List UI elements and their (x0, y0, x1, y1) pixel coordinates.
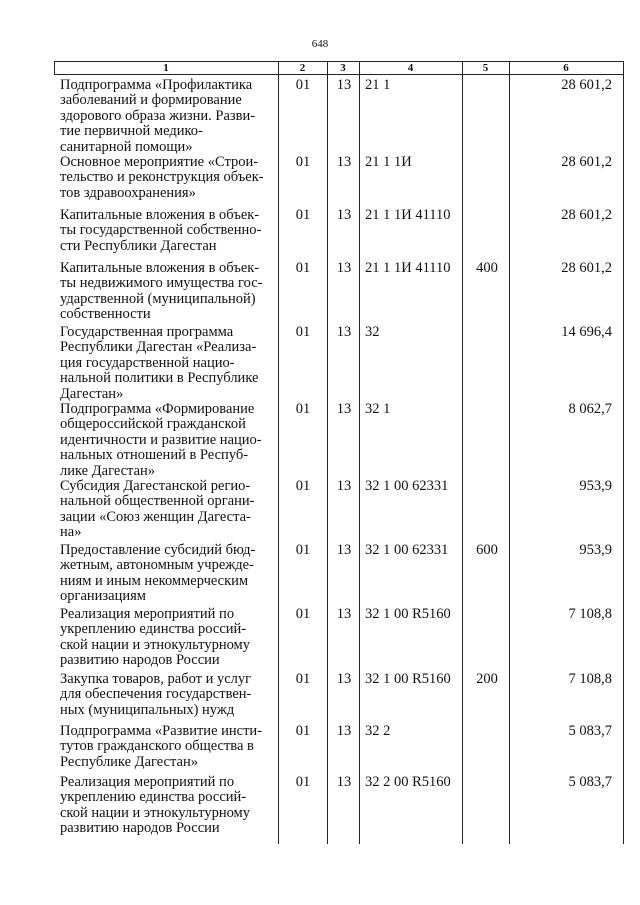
table-header-rule (54, 74, 624, 75)
column-header-6: 6 (563, 62, 569, 74)
row-name: Государственная программа Республики Дагестан «Реализа- ция государственной нацио- нальной политики в Республике Дагестан» (60, 324, 259, 402)
row-target-code: 21 1 1И 41110 (365, 260, 451, 276)
row-target-code: 32 1 00 62331 (365, 542, 449, 558)
row-section: 01 (295, 324, 311, 340)
row-name: Капитальные вложения в объек- ты государственной собственно- сти Республики Дагестан (60, 207, 262, 254)
row-section: 01 (295, 260, 311, 276)
row-amount: 28 601,2 (561, 154, 612, 170)
row-subsection: 13 (336, 774, 352, 790)
row-section: 01 (295, 671, 311, 687)
row-subsection: 13 (336, 478, 352, 494)
row-section: 01 (295, 774, 311, 790)
row-subsection: 13 (336, 401, 352, 417)
row-amount: 28 601,2 (561, 77, 612, 93)
row-subsection: 13 (336, 671, 352, 687)
row-target-code: 32 1 00 R5160 (365, 671, 451, 687)
row-expense-type: 600 (476, 542, 498, 558)
column-header-1: 1 (163, 62, 169, 74)
row-amount: 28 601,2 (561, 260, 612, 276)
row-section: 01 (295, 542, 311, 558)
row-amount: 7 108,8 (568, 606, 612, 622)
row-target-code: 21 1 (365, 77, 391, 93)
row-subsection: 13 (336, 542, 352, 558)
row-name: Подпрограмма «Профилактика заболеваний и формирование здорового образа жизни. Разви- тие первичной медико- санитарной помощи» (60, 77, 256, 155)
row-subsection: 13 (336, 324, 352, 340)
row-name: Подпрограмма «Развитие инсти- тутов гражданского общества в Республике Дагестан» (60, 723, 263, 770)
row-name: Субсидия Дагестанской регио- нальной общественной органи- зации «Союз женщин Дагеста- на» (60, 478, 255, 541)
row-target-code: 32 2 (365, 723, 391, 739)
row-amount: 7 108,8 (568, 671, 612, 687)
row-target-code: 32 1 00 R5160 (365, 606, 451, 622)
row-target-code: 32 (365, 324, 380, 340)
page-number: 648 (311, 38, 329, 50)
row-section: 01 (295, 77, 311, 93)
row-section: 01 (295, 207, 311, 223)
row-amount: 5 083,7 (568, 723, 612, 739)
column-header-5: 5 (482, 62, 489, 74)
row-name: Реализация мероприятий по укреплению единства россий- ской нации и этнокультурному развитию народов России (60, 606, 250, 669)
row-target-code: 32 1 00 62331 (365, 478, 449, 494)
row-section: 01 (295, 606, 311, 622)
row-section: 01 (295, 401, 311, 417)
row-expense-type: 400 (476, 260, 498, 276)
row-subsection: 13 (336, 260, 352, 276)
row-subsection: 13 (336, 154, 352, 170)
row-target-code: 32 2 00 R5160 (365, 774, 451, 790)
row-section: 01 (295, 723, 311, 739)
row-subsection: 13 (336, 77, 352, 93)
row-amount: 953,9 (579, 478, 612, 494)
row-target-code: 21 1 1И (365, 154, 412, 170)
row-section: 01 (295, 478, 311, 494)
row-subsection: 13 (336, 207, 352, 223)
row-name: Реализация мероприятий по укреплению единства россий- ской нации и этнокультурному развитию народов России (60, 774, 250, 837)
row-amount: 14 696,4 (561, 324, 612, 340)
row-name: Закупка товаров, работ и услуг для обеспечения государствен- ных (муниципальных) нужд (60, 671, 252, 718)
table-right-edge (623, 61, 624, 844)
row-section: 01 (295, 154, 311, 170)
row-amount: 28 601,2 (561, 207, 612, 223)
column-header-3: 3 (340, 62, 346, 74)
row-amount: 8 062,7 (568, 401, 612, 417)
column-header-2: 2 (299, 62, 306, 74)
row-amount: 5 083,7 (568, 774, 612, 790)
column-divider-1 (278, 61, 279, 844)
row-name: Капитальные вложения в объек- ты недвижимого имущества гос- ударственной (муниципальной) собственности (60, 260, 263, 323)
row-subsection: 13 (336, 606, 352, 622)
row-name: Предоставление субсидий бюд- жетным, автономным учрежде- ниям и иным некоммерческим организациям (60, 542, 256, 605)
row-expense-type: 200 (476, 671, 498, 687)
budget-table (54, 61, 624, 844)
row-target-code: 32 1 (365, 401, 391, 417)
row-target-code: 21 1 1И 41110 (365, 207, 451, 223)
row-amount: 953,9 (579, 542, 612, 558)
row-subsection: 13 (336, 723, 352, 739)
row-name: Основное мероприятие «Строи- тельство и реконструкция объек- тов здравоохранения» (60, 154, 264, 201)
row-name: Подпрограмма «Формирование общероссийской гражданской идентичности и развитие нацио- нальных отношений в Респуб- лике Дагестан» (60, 401, 262, 479)
column-header-4: 4 (407, 62, 414, 74)
